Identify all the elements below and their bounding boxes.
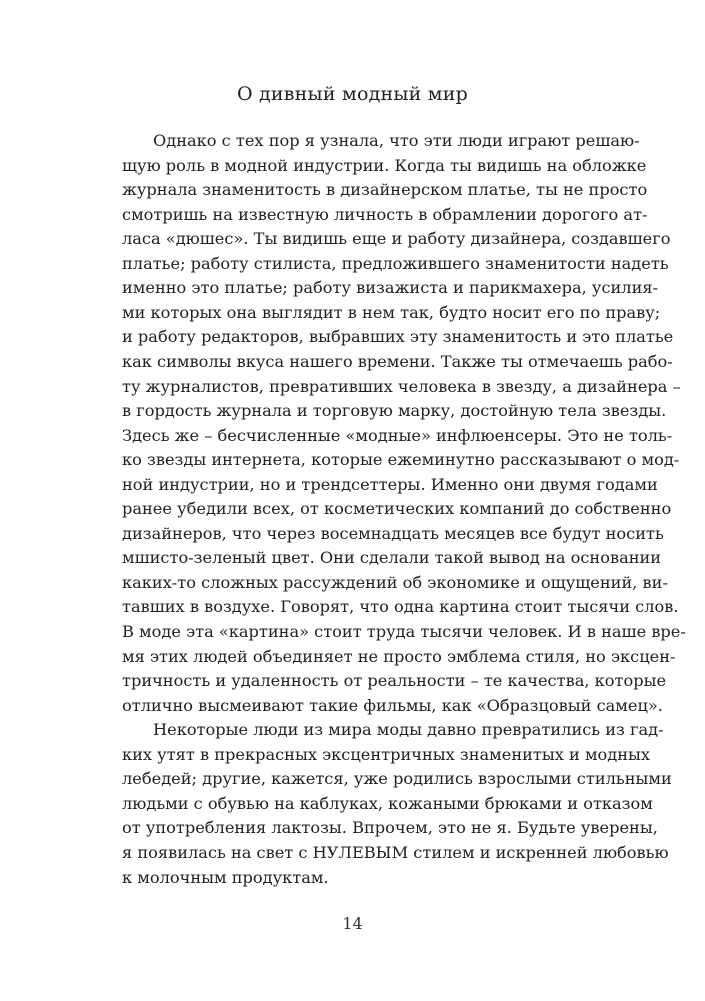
page-number: 14 [342, 914, 363, 933]
paragraph-line: ранее убедили всех, от косметических компаний до собственно [122, 499, 672, 519]
paragraph-line: ной индустрии, но и трендсеттеры. Именно они двумя годами [122, 474, 658, 494]
paragraph-line: В моде эта «картина» стоит труда тысячи человек. И в наше вре- [122, 622, 686, 641]
paragraph-line: журнала знаменитость в дизайнерском платье, ты не просто [122, 180, 648, 200]
paragraph-line: каких-то сложных рассуждений об экономике и ощущений, ви- [122, 572, 668, 592]
paragraph-line: Здесь же – бесчисленные «модные» инфлюенсеры. Это не толь- [122, 425, 673, 445]
paragraph-line: отлично высмеивают такие фильмы, как «Образцовый самец». [122, 695, 663, 715]
paragraph-line: ких утят в прекрасных эксцентричных знаменитых и модных [122, 744, 651, 764]
paragraph-line: мя этих людей объединяет не просто эмблема стиля, но эксцен- [122, 646, 676, 666]
chapter-title: О дивный модный мир [237, 83, 468, 105]
paragraph-line: платье; работу стилиста, предложившего знаменитости надеть [122, 253, 669, 273]
paragraph-first-line: Некоторые люди из мира моды давно превратились из гад- [153, 720, 664, 740]
paragraph-line: дизайнеров, что через восемнадцать месяцев все будут носить [122, 523, 664, 543]
paragraph-line: в гордость журнала и торговую марку, достойную тела звезды. [122, 401, 667, 421]
paragraph-line: людьми с обувью на каблуках, кожаными брюками и отказом [122, 793, 653, 813]
paragraph-line: от употребления лактозы. Впрочем, это не я. Будьте уверены, [122, 818, 658, 838]
paragraph-first-line: Однако с тех пор я узнала, что эти люди играют решаю- [153, 131, 640, 150]
paragraph-line: ту журналистов, превративших человека в звезду, а дизайнера – [122, 376, 681, 396]
paragraph-line: я появилась на свет с НУЛЕВЫМ стилем и искренней любовью [122, 842, 669, 862]
paragraph-line: лебедей; другие, кажется, уже родились взрослыми стильными [122, 769, 672, 789]
paragraph-line: именно это платье; работу визажиста и парикмахера, усилия- [122, 278, 659, 298]
paragraph-line: и работу редакторов, выбравших эту знаменитость и это платье [122, 327, 674, 347]
paragraph-line: к молочным продуктам. [122, 867, 329, 887]
paragraph-line: тавших в воздухе. Говорят, что одна картина стоит тысячи слов. [122, 597, 679, 617]
paragraph-line: смотришь на известную личность в обрамлении дорогого ат- [122, 204, 648, 224]
paragraph-line: щую роль в модной индустрии. Когда ты видишь на обложке [122, 155, 647, 175]
paragraph-line: как символы вкуса нашего времени. Также ты отмечаешь рабо- [122, 351, 673, 371]
paragraph-line: мшисто-зеленый цвет. Они сделали такой вывод на основании [122, 548, 662, 568]
paragraph-line: ласа «дюшес». Ты видишь еще и работу дизайнера, создавшего [122, 229, 671, 249]
paragraph-line: тричность и удаленность от реальности – те качества, которые [122, 671, 667, 691]
paragraph-line: ми которых она выглядит в нем так, будто носит его по праву; [122, 302, 661, 322]
paragraph-line: ко звезды интернета, которые ежеминутно рассказывают о мод- [122, 450, 680, 470]
